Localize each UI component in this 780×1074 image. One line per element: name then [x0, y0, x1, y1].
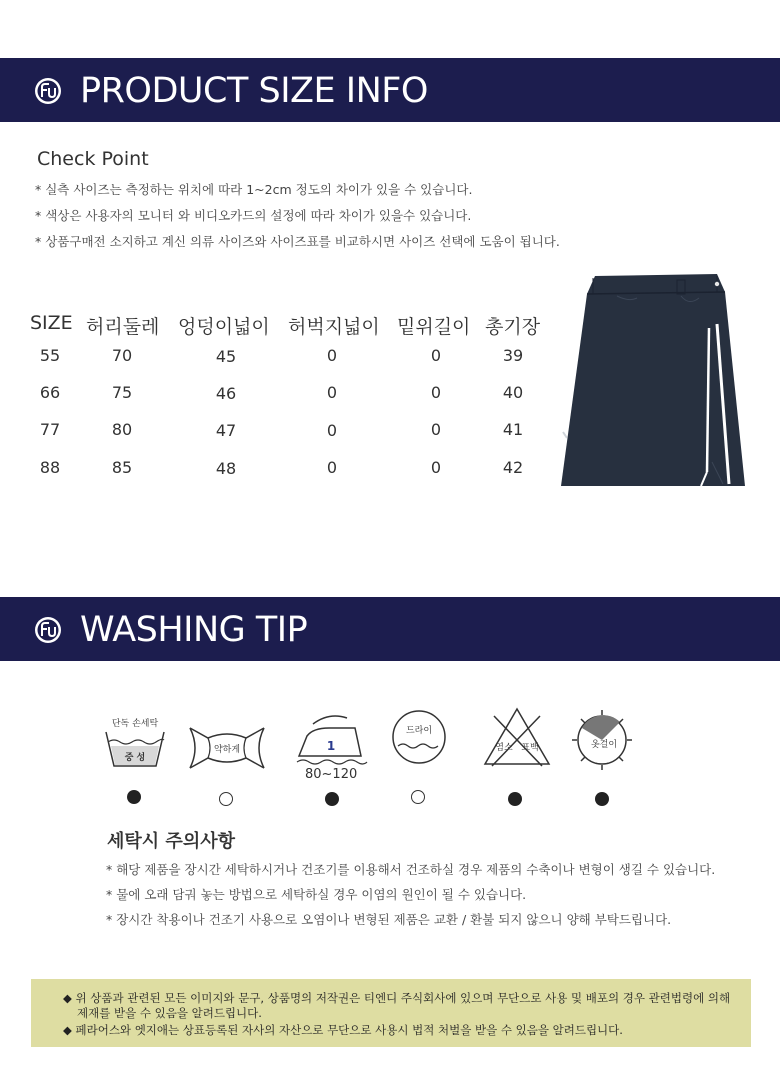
length-header: 총기장	[485, 316, 541, 338]
table-cell: 77	[39, 420, 61, 439]
size-table	[30, 312, 550, 482]
wash-note: * 해당 제품을 장시간 세탁하시거나 건조기를 이용해서 건조하실 경우 제품의 수축이나 변형이 생길 수 있습니다.	[106, 862, 716, 877]
table-cell: 0	[430, 383, 442, 402]
table-cell: 48	[215, 459, 237, 478]
iron-temp-label: 80~120	[305, 767, 358, 782]
table-cell: 66	[39, 383, 61, 402]
table-cell: 39	[502, 346, 524, 365]
no-bleach-icon	[482, 706, 552, 768]
table-cell: 0	[326, 458, 338, 477]
copyright-line: 제재를 받을 수 있음을 알려드립니다.	[77, 1006, 262, 1020]
copyright-line: ◆ 페라어스와 엣지애는 상표등록된 자사의 자산으로 무단으로 사용시 법적 처벌을 받을 수 있음을 알려드립니다.	[63, 1023, 623, 1037]
thigh-header: 허벅지넓이	[288, 316, 380, 338]
table-cell: 0	[430, 420, 442, 439]
iron-level-label: 1	[326, 739, 336, 753]
washing-tip-banner	[0, 597, 780, 661]
iron-icon	[295, 710, 369, 766]
neutral-detergent-label: 중 성	[124, 753, 146, 763]
check-point-note: * 상품구매전 소지하고 계신 의류 사이즈와 사이즈표를 비교하시면 사이즈 선택에 도움이 됩니다.	[35, 234, 560, 249]
copyright-line: ◆ 위 상품과 관련된 모든 이미지와 문구, 상품명의 저작권은 티엔디 주식회사에 있으며 무단으로 사용 및 배포의 경우 관련법령에 의해	[63, 991, 731, 1005]
hang-dry-selected-dot	[595, 792, 609, 806]
check-point-heading: Check Point	[37, 148, 149, 170]
brand-logo-icon	[34, 616, 62, 644]
hip-header: 엉덩이넓이	[178, 316, 270, 338]
table-cell: 42	[502, 458, 524, 477]
wring-gently-icon	[186, 724, 268, 772]
wring-selected-dot	[219, 792, 233, 806]
copyright-notice	[31, 979, 751, 1047]
iron-selected-dot	[325, 792, 339, 806]
size-header: SIZE	[30, 312, 73, 334]
dry-clean-icon	[390, 708, 448, 766]
table-cell: 0	[326, 421, 338, 440]
waist-header: 허리둘레	[86, 316, 160, 338]
hand-wash-label: 단독 손세탁	[111, 719, 159, 729]
table-cell: 40	[502, 383, 524, 402]
size-info-banner	[0, 58, 780, 122]
dry-clean-label: 드라이	[405, 726, 433, 736]
dry-clean-selected-dot	[411, 790, 425, 804]
wring-label: 약하게	[213, 745, 241, 755]
table-cell: 47	[215, 421, 237, 440]
check-point-note: * 실측 사이즈는 측정하는 위치에 따라 1~2cm 정도의 차이가 있을 수 있습니다.	[35, 182, 473, 197]
table-cell: 85	[111, 458, 133, 477]
product-skirt-image	[557, 272, 747, 490]
table-cell: 88	[39, 458, 61, 477]
hanger-label: 옷걸이	[590, 740, 618, 750]
washing-tip-title: WASHING TIP	[80, 610, 308, 650]
table-cell: 0	[430, 458, 442, 477]
table-cell: 55	[39, 346, 61, 365]
table-cell: 46	[215, 384, 237, 403]
no-bleach-selected-dot	[508, 792, 522, 806]
table-cell: 70	[111, 346, 133, 365]
table-cell: 0	[326, 346, 338, 365]
hang-dry-icon	[568, 706, 636, 774]
hand-wash-selected-dot	[127, 790, 141, 804]
table-cell: 41	[502, 420, 524, 439]
wash-notes-heading: 세탁시 주의사항	[107, 831, 235, 852]
brand-logo-icon	[34, 77, 62, 105]
table-cell: 80	[111, 420, 133, 439]
table-cell: 75	[111, 383, 133, 402]
table-cell: 0	[430, 346, 442, 365]
size-info-title: PRODUCT SIZE INFO	[80, 71, 428, 111]
table-cell: 0	[326, 383, 338, 402]
bleach-label: 표백	[521, 743, 539, 753]
chlorine-label: 염소	[495, 743, 513, 753]
rise-header: 밑위길이	[397, 316, 471, 338]
wash-note: * 장시간 착용이나 건조기 사용으로 오염이나 변형된 제품은 교환 / 환불 되지 않으니 양해 부탁드립니다.	[106, 912, 672, 927]
wash-note: * 물에 오래 담궈 놓는 방법으로 세탁하실 경우 이염의 원인이 될 수 있습니다.	[106, 887, 527, 902]
table-cell: 45	[215, 347, 237, 366]
hand-wash-icon	[100, 714, 170, 770]
check-point-note: * 색상은 사용자의 모니터 와 비디오카드의 설정에 따라 차이가 있을수 있습니다.	[35, 208, 472, 223]
